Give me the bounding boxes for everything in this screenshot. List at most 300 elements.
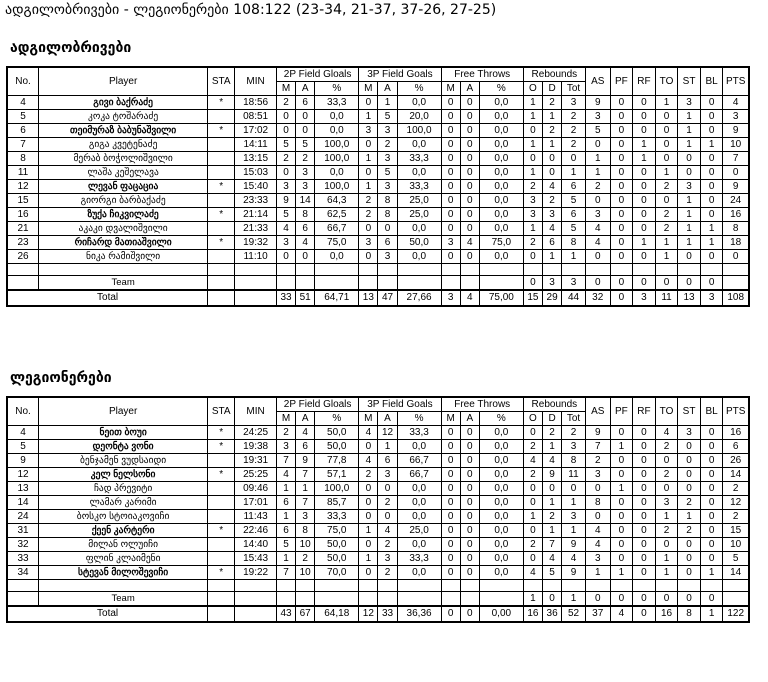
starter-mark bbox=[208, 552, 235, 566]
stat-fta: 0 bbox=[460, 482, 479, 496]
stat-as: 3 bbox=[585, 552, 610, 566]
minutes: 17:02 bbox=[235, 124, 277, 138]
player-number: 4 bbox=[7, 426, 39, 440]
stat-ftm: 0 bbox=[441, 152, 460, 166]
stat-o: 1 bbox=[523, 510, 542, 524]
total-stat-p2p: 64,71 bbox=[315, 290, 359, 306]
player-row bbox=[7, 152, 749, 166]
player-row bbox=[7, 222, 749, 236]
player-number: 15 bbox=[7, 194, 39, 208]
stat-p2m: 2 bbox=[276, 96, 295, 110]
stat-st: 2 bbox=[678, 496, 701, 510]
stat-to: 0 bbox=[655, 110, 678, 124]
stat-bl: 1 bbox=[700, 236, 723, 250]
stat-as: 0 bbox=[585, 510, 610, 524]
stat-p3a: 3 bbox=[378, 180, 397, 194]
team-stat-to: 0 bbox=[655, 592, 678, 607]
player-row bbox=[7, 566, 749, 580]
player-row bbox=[7, 208, 749, 222]
total-stat-rf: 0 bbox=[633, 606, 656, 622]
col-header-sta: STA bbox=[208, 397, 235, 426]
stat-ftp: 0,0 bbox=[479, 538, 523, 552]
stat-as: 3 bbox=[585, 110, 610, 124]
empty-cell bbox=[460, 276, 479, 291]
stat-d: 0 bbox=[543, 482, 562, 496]
stat-as: 2 bbox=[585, 454, 610, 468]
stat-d: 1 bbox=[543, 524, 562, 538]
starter-mark bbox=[208, 510, 235, 524]
stat-as: 9 bbox=[585, 426, 610, 440]
total-stat-pf: 0 bbox=[610, 290, 633, 306]
col-header-2p: 2P Field Gloals bbox=[276, 67, 358, 82]
total-stat-p3p: 27,66 bbox=[397, 290, 441, 306]
stat-as: 4 bbox=[585, 538, 610, 552]
stat-p3p: 0,0 bbox=[397, 538, 441, 552]
team-stat-o: 1 bbox=[523, 592, 542, 607]
empty-cell bbox=[315, 580, 359, 592]
team-stat-d: 3 bbox=[543, 276, 562, 291]
stat-o: 0 bbox=[523, 482, 542, 496]
empty-cell bbox=[378, 580, 397, 592]
stat-pts: 4 bbox=[723, 96, 749, 110]
col-subheader-m: M bbox=[276, 412, 295, 426]
stat-d: 1 bbox=[543, 496, 562, 510]
stat-bl: 0 bbox=[700, 538, 723, 552]
stat-ftp: 0,0 bbox=[479, 194, 523, 208]
stat-p2p: 70,0 bbox=[315, 566, 359, 580]
stat-p2m: 5 bbox=[276, 138, 295, 152]
col-subheader-m: M bbox=[441, 412, 460, 426]
stat-p3a: 6 bbox=[378, 454, 397, 468]
stat-p2p: 66,7 bbox=[315, 222, 359, 236]
stat-p3m: 0 bbox=[359, 250, 378, 264]
stat-st: 0 bbox=[678, 152, 701, 166]
col-header-bl: BL bbox=[700, 67, 723, 96]
stat-d: 2 bbox=[543, 96, 562, 110]
col-subheader-m: M bbox=[359, 412, 378, 426]
minutes: 11:10 bbox=[235, 250, 277, 264]
player-name: ლევან ფაცაცია bbox=[39, 180, 208, 194]
stat-pf: 0 bbox=[610, 524, 633, 538]
stat-p3m: 4 bbox=[359, 426, 378, 440]
col-header-bl: BL bbox=[700, 397, 723, 426]
stat-p2a: 4 bbox=[296, 426, 315, 440]
minutes: 19:22 bbox=[235, 566, 277, 580]
total-stat-o: 16 bbox=[523, 606, 542, 622]
col-header-no: No. bbox=[7, 397, 39, 426]
stat-d: 2 bbox=[543, 194, 562, 208]
stat-p2m: 0 bbox=[276, 166, 295, 180]
empty-cell bbox=[543, 580, 562, 592]
col-header-player: Player bbox=[39, 67, 208, 96]
stat-d: 3 bbox=[543, 208, 562, 222]
player-name: ბენჯამენ ვუდსაიდი bbox=[39, 454, 208, 468]
stat-p3m: 0 bbox=[359, 496, 378, 510]
starter-mark: * bbox=[208, 440, 235, 454]
player-row bbox=[7, 138, 749, 152]
stat-bl: 0 bbox=[700, 482, 723, 496]
stat-ftp: 0,0 bbox=[479, 110, 523, 124]
team-stat-bl: 0 bbox=[700, 276, 723, 291]
empty-cell bbox=[208, 290, 235, 306]
stat-p3a: 2 bbox=[378, 538, 397, 552]
stat-ftp: 0,0 bbox=[479, 510, 523, 524]
empty-cell bbox=[39, 580, 208, 592]
total-stat-o: 15 bbox=[523, 290, 542, 306]
empty-cell bbox=[460, 592, 479, 607]
empty-cell bbox=[235, 580, 277, 592]
starter-mark bbox=[208, 110, 235, 124]
stat-p2m: 1 bbox=[276, 552, 295, 566]
stat-p3p: 0,0 bbox=[397, 166, 441, 180]
header-row bbox=[7, 67, 749, 82]
stat-bl: 0 bbox=[700, 510, 723, 524]
player-number: 14 bbox=[7, 496, 39, 510]
empty-cell bbox=[479, 264, 523, 276]
stat-o: 0 bbox=[523, 250, 542, 264]
stat-d: 0 bbox=[543, 152, 562, 166]
stat-st: 0 bbox=[678, 468, 701, 482]
stat-as: 4 bbox=[585, 524, 610, 538]
stat-p3m: 2 bbox=[359, 208, 378, 222]
total-stat-bl: 1 bbox=[700, 606, 723, 622]
stat-st: 0 bbox=[678, 482, 701, 496]
empty-cell bbox=[562, 580, 586, 592]
starter-mark: * bbox=[208, 180, 235, 194]
stat-st: 1 bbox=[678, 208, 701, 222]
empty-cell bbox=[700, 264, 723, 276]
stat-p2m: 7 bbox=[276, 454, 295, 468]
player-name: ნიკა რამიშვილი bbox=[39, 250, 208, 264]
stat-to: 1 bbox=[655, 566, 678, 580]
stat-tot: 9 bbox=[562, 538, 586, 552]
stat-bl: 0 bbox=[700, 152, 723, 166]
col-header-min: MIN bbox=[235, 397, 277, 426]
stat-p3m: 1 bbox=[359, 180, 378, 194]
stat-rf: 0 bbox=[633, 166, 656, 180]
stat-as: 8 bbox=[585, 496, 610, 510]
stat-tot: 3 bbox=[562, 440, 586, 454]
total-stat-p3m: 12 bbox=[359, 606, 378, 622]
stat-ftm: 0 bbox=[441, 124, 460, 138]
player-number: 4 bbox=[7, 96, 39, 110]
empty-cell bbox=[7, 276, 39, 291]
starter-mark bbox=[208, 250, 235, 264]
stat-p3m: 0 bbox=[359, 510, 378, 524]
stat-p3a: 3 bbox=[378, 552, 397, 566]
empty-cell bbox=[479, 592, 523, 607]
stat-p2m: 2 bbox=[276, 426, 295, 440]
stat-ftm: 0 bbox=[441, 426, 460, 440]
stat-bl: 0 bbox=[700, 468, 723, 482]
stat-rf: 0 bbox=[633, 426, 656, 440]
stat-o: 0 bbox=[523, 152, 542, 166]
player-row bbox=[7, 510, 749, 524]
stat-d: 1 bbox=[543, 110, 562, 124]
empty-cell bbox=[723, 264, 749, 276]
stat-ftp: 0,0 bbox=[479, 454, 523, 468]
stat-st: 0 bbox=[678, 440, 701, 454]
stat-fta: 0 bbox=[460, 496, 479, 510]
stat-pts: 9 bbox=[723, 180, 749, 194]
stat-o: 4 bbox=[523, 454, 542, 468]
empty-cell bbox=[523, 580, 542, 592]
stat-bl: 0 bbox=[700, 194, 723, 208]
player-row bbox=[7, 468, 749, 482]
player-number: 32 bbox=[7, 538, 39, 552]
stat-p2p: 62,5 bbox=[315, 208, 359, 222]
stat-p2p: 75,0 bbox=[315, 236, 359, 250]
player-row bbox=[7, 440, 749, 454]
stat-tot: 6 bbox=[562, 180, 586, 194]
stat-tot: 8 bbox=[562, 236, 586, 250]
stat-p2p: 0,0 bbox=[315, 166, 359, 180]
stat-as: 3 bbox=[585, 208, 610, 222]
team-stat-d: 0 bbox=[543, 592, 562, 607]
stat-d: 1 bbox=[543, 138, 562, 152]
stat-p2p: 100,0 bbox=[315, 482, 359, 496]
stat-ftm: 0 bbox=[441, 96, 460, 110]
stat-to: 1 bbox=[655, 166, 678, 180]
stat-o: 2 bbox=[523, 180, 542, 194]
stat-p3a: 5 bbox=[378, 110, 397, 124]
stat-p3m: 1 bbox=[359, 552, 378, 566]
total-label: Total bbox=[7, 290, 208, 306]
stat-pts: 2 bbox=[723, 510, 749, 524]
stat-to: 2 bbox=[655, 468, 678, 482]
player-row bbox=[7, 250, 749, 264]
player-row bbox=[7, 538, 749, 552]
stat-fta: 0 bbox=[460, 222, 479, 236]
stat-bl: 0 bbox=[700, 166, 723, 180]
player-number: 11 bbox=[7, 166, 39, 180]
stat-to: 2 bbox=[655, 440, 678, 454]
stat-p2m: 4 bbox=[276, 222, 295, 236]
stat-as: 7 bbox=[585, 440, 610, 454]
stat-pts: 15 bbox=[723, 524, 749, 538]
stat-o: 2 bbox=[523, 468, 542, 482]
stat-o: 1 bbox=[523, 222, 542, 236]
stat-as: 0 bbox=[585, 482, 610, 496]
stat-pf: 1 bbox=[610, 440, 633, 454]
total-stat-pf: 4 bbox=[610, 606, 633, 622]
stat-ftm: 0 bbox=[441, 496, 460, 510]
stat-p3a: 2 bbox=[378, 496, 397, 510]
stat-p3a: 3 bbox=[378, 124, 397, 138]
stat-ftp: 0,0 bbox=[479, 552, 523, 566]
stat-fta: 0 bbox=[460, 440, 479, 454]
stat-tot: 2 bbox=[562, 426, 586, 440]
empty-cell bbox=[441, 276, 460, 291]
stat-p2a: 8 bbox=[296, 524, 315, 538]
stat-pf: 0 bbox=[610, 454, 633, 468]
stat-p3m: 1 bbox=[359, 152, 378, 166]
stat-p3m: 0 bbox=[359, 222, 378, 236]
stat-o: 2 bbox=[523, 236, 542, 250]
total-stat-tot: 44 bbox=[562, 290, 586, 306]
starter-mark: * bbox=[208, 566, 235, 580]
col-subheader-a: A bbox=[460, 82, 479, 96]
empty-cell bbox=[585, 264, 610, 276]
col-header-ft: Free Throws bbox=[441, 67, 523, 82]
empty-cell bbox=[7, 580, 39, 592]
col-header-to: TO bbox=[655, 397, 678, 426]
minutes: 24:25 bbox=[235, 426, 277, 440]
stat-p3a: 2 bbox=[378, 566, 397, 580]
player-name: კელ ნელსონი bbox=[39, 468, 208, 482]
stat-pf: 0 bbox=[610, 138, 633, 152]
stat-tot: 5 bbox=[562, 222, 586, 236]
stat-bl: 0 bbox=[700, 110, 723, 124]
empty-cell bbox=[359, 276, 378, 291]
team-stat-tot: 1 bbox=[562, 592, 586, 607]
stat-ftm: 0 bbox=[441, 208, 460, 222]
empty-cell bbox=[7, 264, 39, 276]
stat-p2a: 6 bbox=[296, 96, 315, 110]
stat-pts: 6 bbox=[723, 440, 749, 454]
col-header-to: TO bbox=[655, 67, 678, 96]
stat-p2m: 1 bbox=[276, 510, 295, 524]
stat-st: 0 bbox=[678, 166, 701, 180]
col-subheader-pct: % bbox=[479, 82, 523, 96]
stat-pts: 18 bbox=[723, 236, 749, 250]
stat-p2m: 3 bbox=[276, 236, 295, 250]
col-header-3p: 3P Field Goals bbox=[359, 67, 441, 82]
player-row bbox=[7, 194, 749, 208]
empty-cell bbox=[378, 592, 397, 607]
stat-rf: 0 bbox=[633, 482, 656, 496]
stat-o: 2 bbox=[523, 440, 542, 454]
stat-p3p: 50,0 bbox=[397, 236, 441, 250]
col-header-player: Player bbox=[39, 397, 208, 426]
total-stat-d: 36 bbox=[543, 606, 562, 622]
stat-ftm: 0 bbox=[441, 194, 460, 208]
stat-rf: 1 bbox=[633, 138, 656, 152]
stat-p2p: 100,0 bbox=[315, 152, 359, 166]
empty-cell bbox=[296, 592, 315, 607]
stat-st: 1 bbox=[678, 222, 701, 236]
starter-mark: * bbox=[208, 124, 235, 138]
stat-pts: 8 bbox=[723, 222, 749, 236]
stat-ftp: 0,0 bbox=[479, 496, 523, 510]
stat-o: 0 bbox=[523, 496, 542, 510]
stat-pf: 0 bbox=[610, 510, 633, 524]
stat-fta: 0 bbox=[460, 468, 479, 482]
stat-pf: 0 bbox=[610, 552, 633, 566]
stat-as: 1 bbox=[585, 566, 610, 580]
stat-ftp: 0,0 bbox=[479, 138, 523, 152]
stat-p3m: 3 bbox=[359, 124, 378, 138]
stat-st: 1 bbox=[678, 510, 701, 524]
stat-pts: 10 bbox=[723, 538, 749, 552]
col-header-pts: PTS bbox=[723, 67, 749, 96]
stat-p2a: 1 bbox=[296, 482, 315, 496]
stat-ftm: 0 bbox=[441, 454, 460, 468]
stat-p3a: 3 bbox=[378, 468, 397, 482]
team-stat-st: 0 bbox=[678, 592, 701, 607]
total-stat-st: 13 bbox=[678, 290, 701, 306]
player-name: ჩად პრევიტი bbox=[39, 482, 208, 496]
stat-o: 0 bbox=[523, 124, 542, 138]
empty-cell bbox=[208, 276, 235, 291]
stat-as: 0 bbox=[585, 138, 610, 152]
stat-tot: 2 bbox=[562, 124, 586, 138]
col-subheader-m: M bbox=[441, 82, 460, 96]
stat-p3a: 6 bbox=[378, 236, 397, 250]
total-stat-p3a: 47 bbox=[378, 290, 397, 306]
stat-rf: 0 bbox=[633, 524, 656, 538]
total-stat-fta: 4 bbox=[460, 290, 479, 306]
stat-p3m: 2 bbox=[359, 194, 378, 208]
stat-ftm: 0 bbox=[441, 468, 460, 482]
stat-d: 2 bbox=[543, 124, 562, 138]
stat-ftp: 0,0 bbox=[479, 566, 523, 580]
stat-pf: 0 bbox=[610, 208, 633, 222]
stat-rf: 0 bbox=[633, 208, 656, 222]
starter-mark: * bbox=[208, 524, 235, 538]
stat-p2m: 0 bbox=[276, 124, 295, 138]
stat-p3a: 1 bbox=[378, 96, 397, 110]
empty-cell bbox=[378, 264, 397, 276]
stat-p3m: 2 bbox=[359, 468, 378, 482]
empty-cell bbox=[235, 276, 277, 291]
stat-p2a: 4 bbox=[296, 236, 315, 250]
empty-cell bbox=[359, 580, 378, 592]
player-row bbox=[7, 96, 749, 110]
stat-p2m: 7 bbox=[276, 566, 295, 580]
stat-p2m: 0 bbox=[276, 110, 295, 124]
stat-p3m: 0 bbox=[359, 166, 378, 180]
player-row bbox=[7, 524, 749, 538]
total-stat-ftm: 3 bbox=[441, 290, 460, 306]
stat-st: 0 bbox=[678, 566, 701, 580]
stat-pf: 0 bbox=[610, 222, 633, 236]
stat-fta: 0 bbox=[460, 524, 479, 538]
col-subheader-a: A bbox=[460, 412, 479, 426]
player-name: აკაკი დვალიშვილი bbox=[39, 222, 208, 236]
stat-bl: 0 bbox=[700, 552, 723, 566]
stat-p2p: 77,8 bbox=[315, 454, 359, 468]
stat-ftm: 0 bbox=[441, 138, 460, 152]
stat-rf: 0 bbox=[633, 552, 656, 566]
stat-to: 0 bbox=[655, 138, 678, 152]
stat-pf: 0 bbox=[610, 110, 633, 124]
stat-p2a: 8 bbox=[296, 208, 315, 222]
player-row bbox=[7, 110, 749, 124]
stat-tot: 6 bbox=[562, 208, 586, 222]
empty-cell bbox=[276, 264, 295, 276]
col-subheader-tot: Tot bbox=[562, 82, 586, 96]
stat-p3a: 5 bbox=[378, 166, 397, 180]
empty-cell bbox=[296, 580, 315, 592]
stat-p2a: 14 bbox=[296, 194, 315, 208]
col-header-rebounds: Rebounds bbox=[523, 67, 585, 82]
stat-p3p: 33,3 bbox=[397, 426, 441, 440]
stat-ftp: 0,0 bbox=[479, 482, 523, 496]
stat-pf: 0 bbox=[610, 166, 633, 180]
empty-cell bbox=[315, 276, 359, 291]
starter-mark bbox=[208, 538, 235, 552]
stat-bl: 0 bbox=[700, 250, 723, 264]
stat-st: 0 bbox=[678, 454, 701, 468]
stat-p2m: 9 bbox=[276, 194, 295, 208]
player-name: ბოსკო სტოიაკოვიჩი bbox=[39, 510, 208, 524]
stat-ftm: 0 bbox=[441, 166, 460, 180]
stat-st: 1 bbox=[678, 124, 701, 138]
stat-ftp: 0,0 bbox=[479, 222, 523, 236]
col-subheader-pct: % bbox=[479, 412, 523, 426]
stat-bl: 0 bbox=[700, 124, 723, 138]
